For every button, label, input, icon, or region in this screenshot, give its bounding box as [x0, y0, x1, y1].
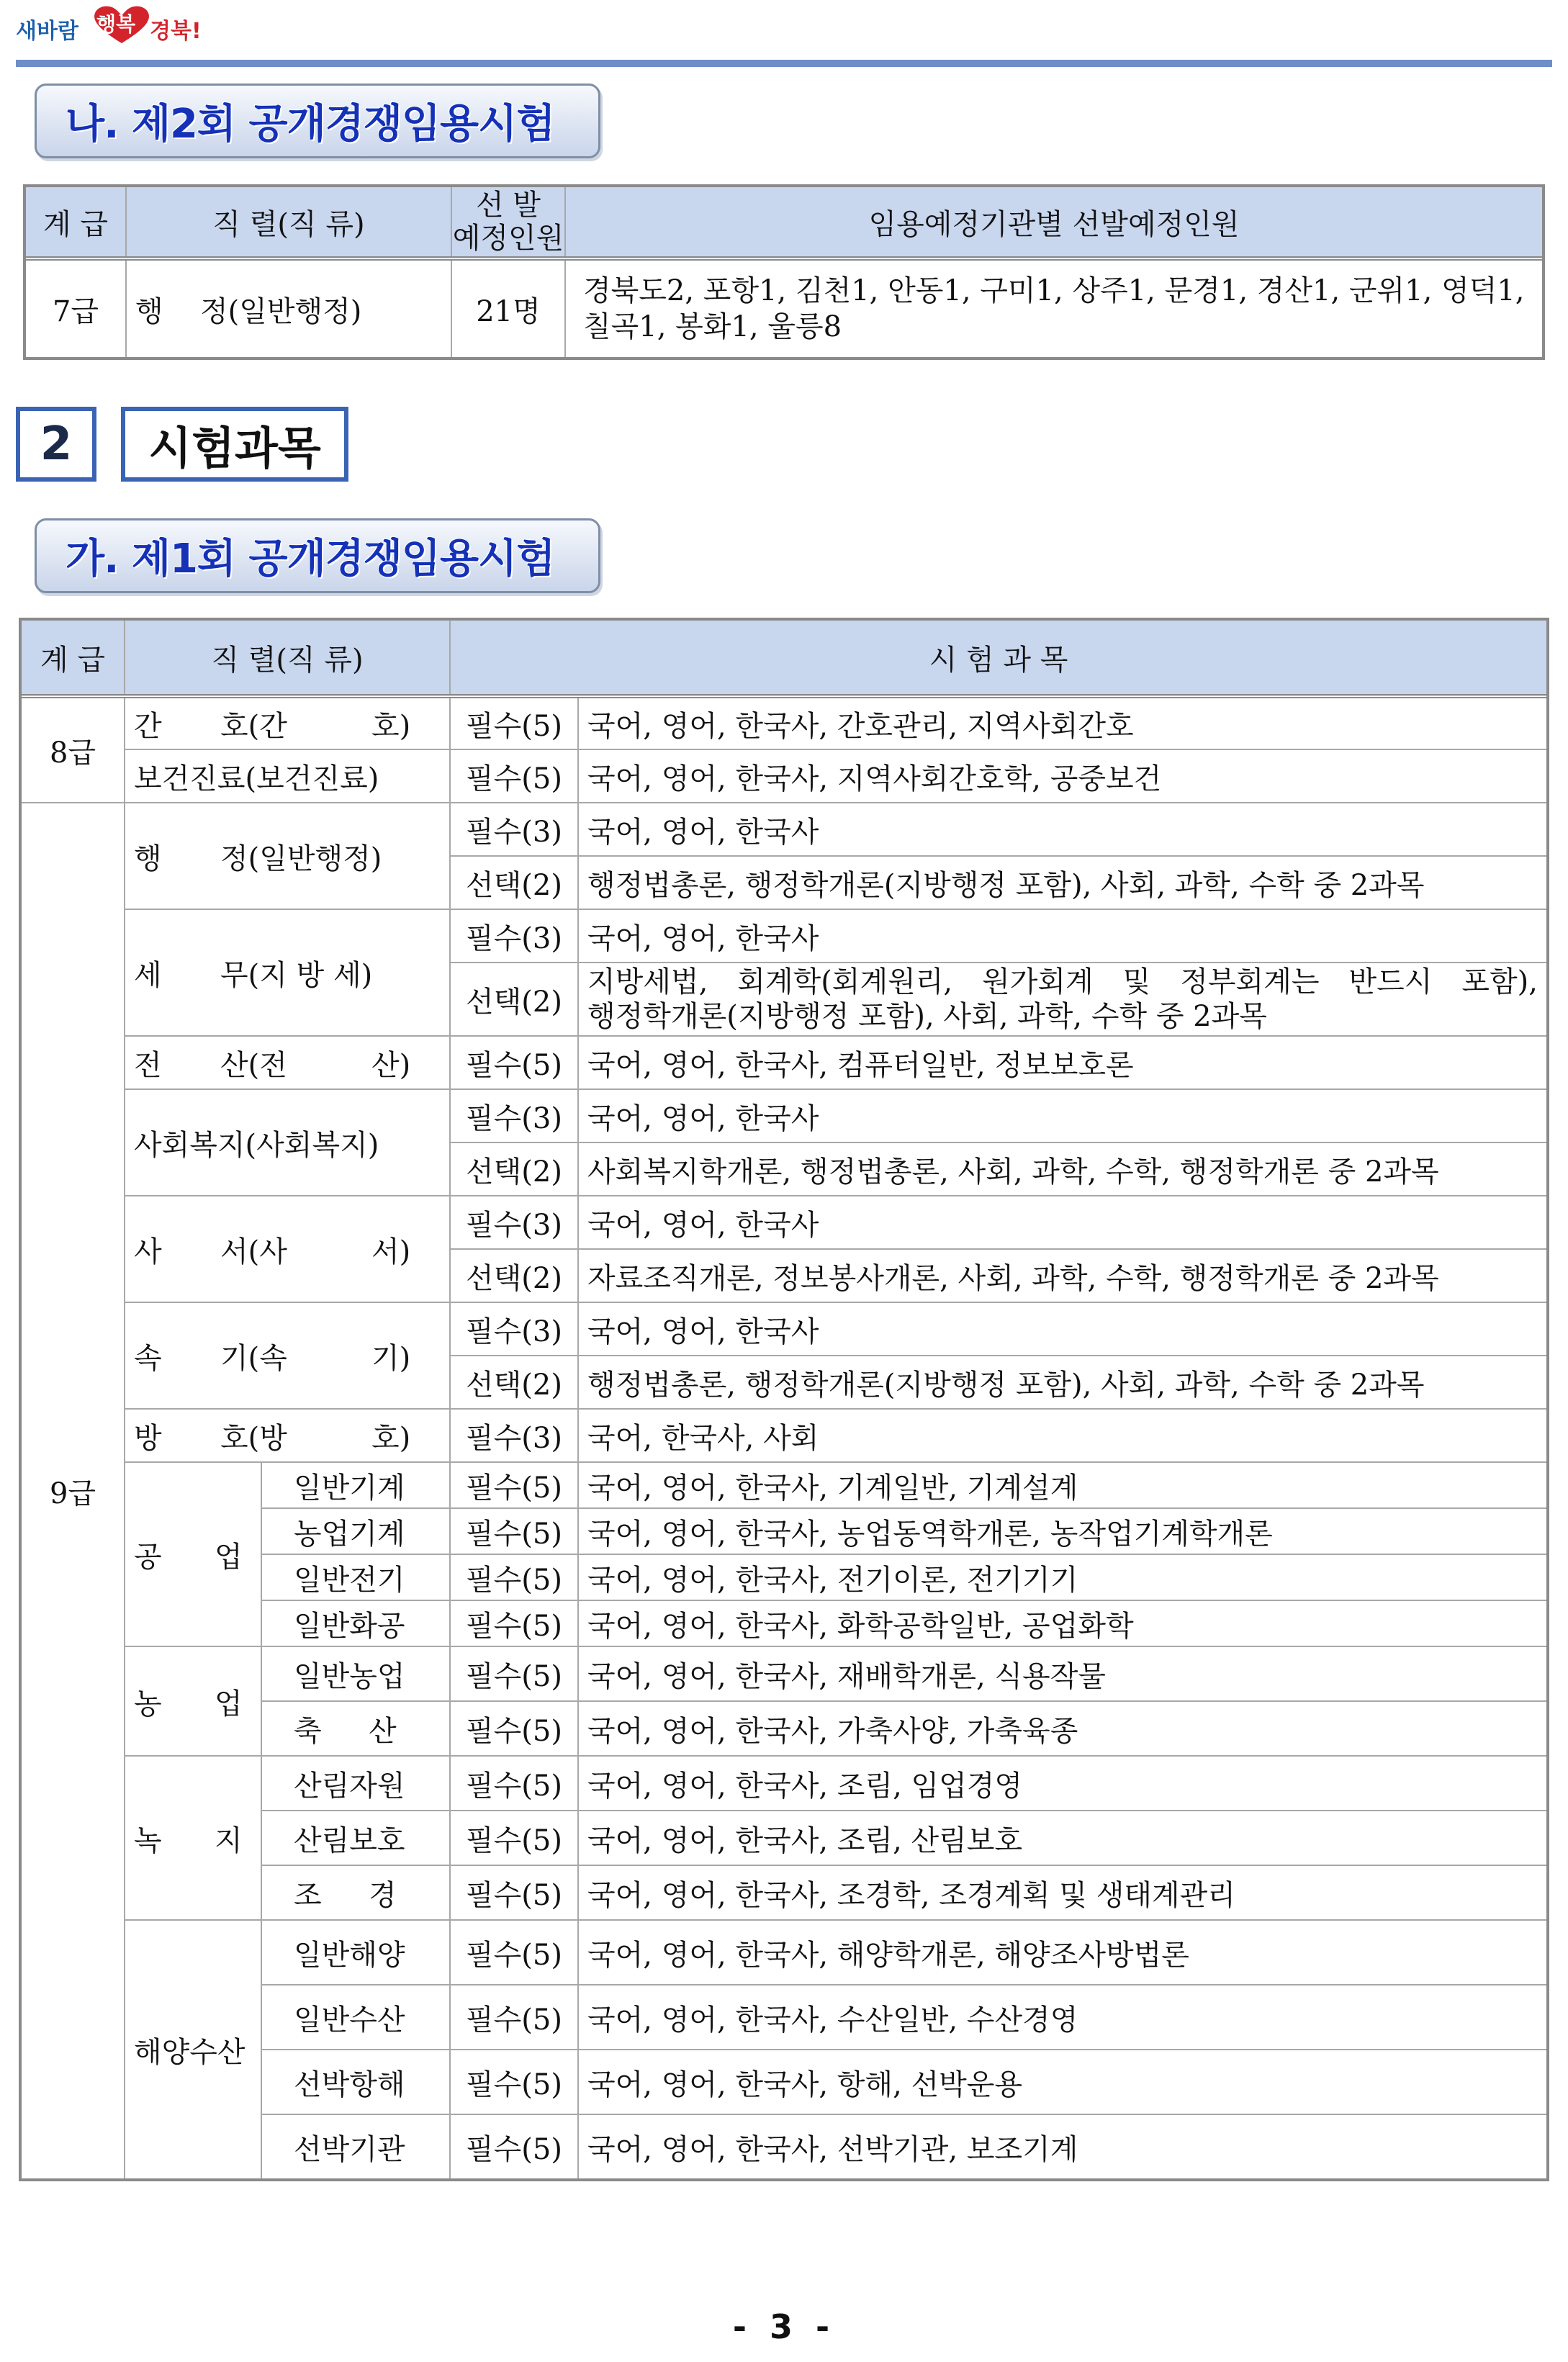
table-row [21, 1196, 1547, 1249]
series-stenographer [125, 1302, 450, 1409]
table-row [21, 1646, 1547, 1701]
subject-list: 국어, 영어, 한국사, 컴퓨터일반, 정보보호론 [578, 1036, 1547, 1089]
series-part: 조 [294, 1878, 322, 1912]
subject-type: 선택(2) [450, 1356, 578, 1409]
series-marine: 해양수산 [125, 1920, 261, 2179]
grade-8-cell: 8급 [21, 696, 125, 803]
subseries: 일반농업 [261, 1646, 450, 1701]
subject-list: 국어, 영어, 한국사, 조림, 산림보호 [578, 1811, 1547, 1865]
subject-type: 필수(3) [450, 1409, 578, 1462]
table-row [21, 1462, 1547, 1508]
logo [16, 4, 210, 58]
series-admin [125, 803, 450, 909]
series-part: 산(전 [220, 1048, 287, 1082]
series-part: 무(지 방 세) [220, 958, 373, 992]
subject-type: 필수(5) [450, 1462, 578, 1508]
table-row [21, 1036, 1547, 1089]
subseries: 일반수산 [261, 1985, 450, 2050]
series-part: 경 [369, 1878, 397, 1912]
series-tax [125, 909, 450, 1036]
series-a: 행 [135, 294, 163, 328]
subject-list: 행정법총론, 행정학개론(지방행정 포함), 사회, 과학, 수학 중 2과목 [578, 856, 1547, 909]
series-nursing [125, 696, 450, 749]
series-part: 업 [215, 1540, 243, 1574]
subject-type: 필수(5) [450, 1646, 578, 1701]
subject-list: 국어, 영어, 한국사, 지역사회간호학, 공중보건 [578, 749, 1547, 803]
series-green [125, 1756, 261, 1920]
series-cell [126, 258, 451, 358]
series-part: 호(방 [220, 1421, 287, 1455]
subject-list: 국어, 한국사, 사회 [578, 1409, 1547, 1462]
header-by-agency: 임용예정기관별 선발예정인원 [565, 186, 1543, 258]
series-part: 서) [371, 1235, 411, 1268]
table-row [21, 1089, 1547, 1142]
logo-text-saebaram: 새바람 [16, 19, 78, 44]
series-part: 녹 [134, 1824, 162, 1857]
subject-list: 국어, 영어, 한국사, 기계일반, 기계설계 [578, 1462, 1547, 1508]
header-planned-count-line2: 예정인원 [452, 222, 564, 255]
subject-type: 필수(5) [450, 1920, 578, 1985]
series-part: 간 [134, 709, 162, 743]
exam-subjects-table [20, 619, 1548, 2180]
subject-list: 국어, 영어, 한국사, 재배학개론, 식용작물 [578, 1646, 1547, 1701]
subject-list: 국어, 영어, 한국사 [578, 1089, 1547, 1142]
table-row [21, 749, 1547, 803]
series-part: 농 [134, 1687, 162, 1721]
subject-type: 필수(5) [450, 1036, 578, 1089]
logo-text-gyeongbuk: 경북! [150, 19, 202, 44]
subject-type: 필수(5) [450, 1985, 578, 2050]
subject-type: 필수(5) [450, 1811, 578, 1865]
header-series: 직 렬(직 류) [126, 186, 451, 258]
subject-type: 필수(5) [450, 749, 578, 803]
subject-type: 선택(2) [450, 856, 578, 909]
subseries: 선박항해 [261, 2050, 450, 2114]
subject-list: 국어, 영어, 한국사 [578, 1302, 1547, 1356]
series-computing [125, 1036, 450, 1089]
subject-list: 자료조직개론, 정보봉사개론, 사회, 과학, 수학, 행정학개론 중 2과목 [578, 1249, 1547, 1302]
series-part: 정(일반행정) [220, 842, 382, 875]
subject-list: 국어, 영어, 한국사, 화학공학일반, 공업화학 [578, 1600, 1547, 1646]
series-part: 호(간 [220, 709, 287, 743]
table-row [21, 909, 1547, 963]
series-part: 기) [371, 1341, 411, 1375]
series-guard [125, 1409, 450, 1462]
subject-list: 국어, 영어, 한국사, 항해, 선박운용 [578, 2050, 1547, 2114]
table-row [21, 803, 1547, 856]
subject-type: 필수(5) [450, 2114, 578, 2179]
subject-line: 지방세법, 회계학(회계원리, 원가회계 및 정부회계는 반드시 포함), [587, 965, 1538, 999]
section-heading-round1-text: 가. 제1회 공개경쟁임용시험 [66, 536, 555, 582]
series-librarian [125, 1196, 450, 1302]
series-part: 지 [215, 1824, 243, 1857]
series-part: 세 [134, 958, 162, 992]
subject-type: 선택(2) [450, 1249, 578, 1302]
series-b: 정(일반행정) [200, 294, 362, 328]
series-part: 산 [369, 1714, 397, 1748]
series-part: 공 [134, 1540, 162, 1574]
series-part: 서(사 [220, 1235, 287, 1268]
header-rule [16, 60, 1552, 67]
subject-list: 국어, 영어, 한국사, 간호관리, 지역사회간호 [578, 696, 1547, 749]
subject-type: 필수(5) [450, 1865, 578, 1920]
grade-cell: 7급 [25, 258, 126, 358]
table-row [21, 1920, 1547, 1985]
subseries: 일반화공 [261, 1600, 450, 1646]
section-heading-round2-text: 나. 제2회 공개경쟁임용시험 [66, 101, 555, 148]
subject-list: 국어, 영어, 한국사, 가축사양, 가축육종 [578, 1701, 1547, 1756]
series-part: 호) [371, 709, 411, 743]
section-heading-round1 [35, 518, 600, 593]
table-row [21, 1302, 1547, 1356]
subject-list: 국어, 영어, 한국사, 선박기관, 보조기계 [578, 2114, 1547, 2179]
series-part: 업 [215, 1687, 243, 1721]
header-series: 직 렬(직 류) [125, 620, 450, 696]
subject-list: 국어, 영어, 한국사, 농업동역학개론, 농작업기계학개론 [578, 1508, 1547, 1554]
subject-list: 사회복지학개론, 행정법총론, 사회, 과학, 수학, 행정학개론 중 2과목 [578, 1142, 1547, 1196]
subseries [261, 1701, 450, 1756]
section-title: 시험과목 [121, 407, 348, 482]
table-row [21, 1756, 1547, 1811]
subseries: 선박기관 [261, 2114, 450, 2179]
subject-type: 필수(5) [450, 1756, 578, 1811]
subject-list: 국어, 영어, 한국사, 해양학개론, 해양조사방법론 [578, 1920, 1547, 1985]
subseries: 일반전기 [261, 1554, 450, 1600]
subject-list: 행정법총론, 행정학개론(지방행정 포함), 사회, 과학, 수학 중 2과목 [578, 1356, 1547, 1409]
subject-type: 필수(3) [450, 1089, 578, 1142]
subject-list: 국어, 영어, 한국사, 전기이론, 전기기기 [578, 1554, 1547, 1600]
subject-type: 필수(3) [450, 803, 578, 856]
series-part: 산) [371, 1048, 411, 1082]
subject-type: 필수(5) [450, 696, 578, 749]
subject-type: 필수(3) [450, 1196, 578, 1249]
header-planned-count-line1: 선 발 [476, 189, 541, 222]
table-row [25, 258, 1543, 358]
subseries [261, 1865, 450, 1920]
series-part: 사 [134, 1235, 162, 1268]
subject-list: 국어, 영어, 한국사, 조림, 임업경영 [578, 1756, 1547, 1811]
logo-text-happiness: 행복 [96, 12, 136, 36]
series-part: 방 [134, 1421, 162, 1455]
grade-9-cell: 9급 [21, 803, 125, 2179]
header-subjects: 시 험 과 목 [450, 620, 1547, 696]
count-cell: 21명 [451, 258, 565, 358]
subject-type: 필수(5) [450, 1701, 578, 1756]
series-agriculture [125, 1646, 261, 1756]
subseries: 산림자원 [261, 1756, 450, 1811]
series-part: 행 [134, 842, 162, 875]
header-planned-count [451, 186, 565, 258]
subject-list: 국어, 영어, 한국사, 수산일반, 수산경영 [578, 1985, 1547, 2050]
subseries: 산림보호 [261, 1811, 450, 1865]
series-part: 축 [294, 1714, 322, 1748]
subject-line: 행정학개론(지방행정 포함), 사회, 과학, 수학 중 2과목 [587, 1000, 1267, 1033]
series-industry [125, 1462, 261, 1646]
subject-type: 필수(5) [450, 1554, 578, 1600]
subseries: 농업기계 [261, 1508, 450, 1554]
subject-type: 필수(3) [450, 909, 578, 963]
series-part: 호) [371, 1421, 411, 1455]
subject-list: 국어, 영어, 한국사, 조경학, 조경계획 및 생태계관리 [578, 1865, 1547, 1920]
subject-type: 필수(5) [450, 2050, 578, 2114]
subject-type: 선택(2) [450, 1142, 578, 1196]
subject-type: 필수(5) [450, 1600, 578, 1646]
series-health: 보건진료(보건진료) [125, 749, 450, 803]
subject-type: 선택(2) [450, 963, 578, 1036]
page-number: - 3 - [732, 2307, 836, 2346]
series-part: 기(속 [220, 1341, 287, 1375]
subseries: 일반기계 [261, 1462, 450, 1508]
subject-type: 필수(3) [450, 1302, 578, 1356]
recruitment-table [24, 186, 1544, 359]
series-welfare: 사회복지(사회복지) [125, 1089, 450, 1196]
subject-type: 필수(5) [450, 1508, 578, 1554]
series-part: 전 [134, 1048, 162, 1082]
subject-list: 국어, 영어, 한국사 [578, 803, 1547, 856]
table-row [21, 1409, 1547, 1462]
subject-list: 국어, 영어, 한국사 [578, 1196, 1547, 1249]
subject-list: 국어, 영어, 한국사 [578, 909, 1547, 963]
section-number: 2 [16, 407, 96, 482]
subject-list [578, 963, 1547, 1036]
table-row [21, 696, 1547, 749]
series-part: 속 [134, 1341, 162, 1375]
agency-detail-cell: 경북도2, 포항1, 김천1, 안동1, 구미1, 상주1, 문경1, 경산1, 군위1, 영덕1, 칠곡1, 봉화1, 울릉8 [565, 258, 1543, 358]
section-heading-round2 [35, 84, 600, 158]
subseries: 일반해양 [261, 1920, 450, 1985]
header-grade: 계 급 [25, 186, 126, 258]
header-grade: 계 급 [21, 620, 125, 696]
